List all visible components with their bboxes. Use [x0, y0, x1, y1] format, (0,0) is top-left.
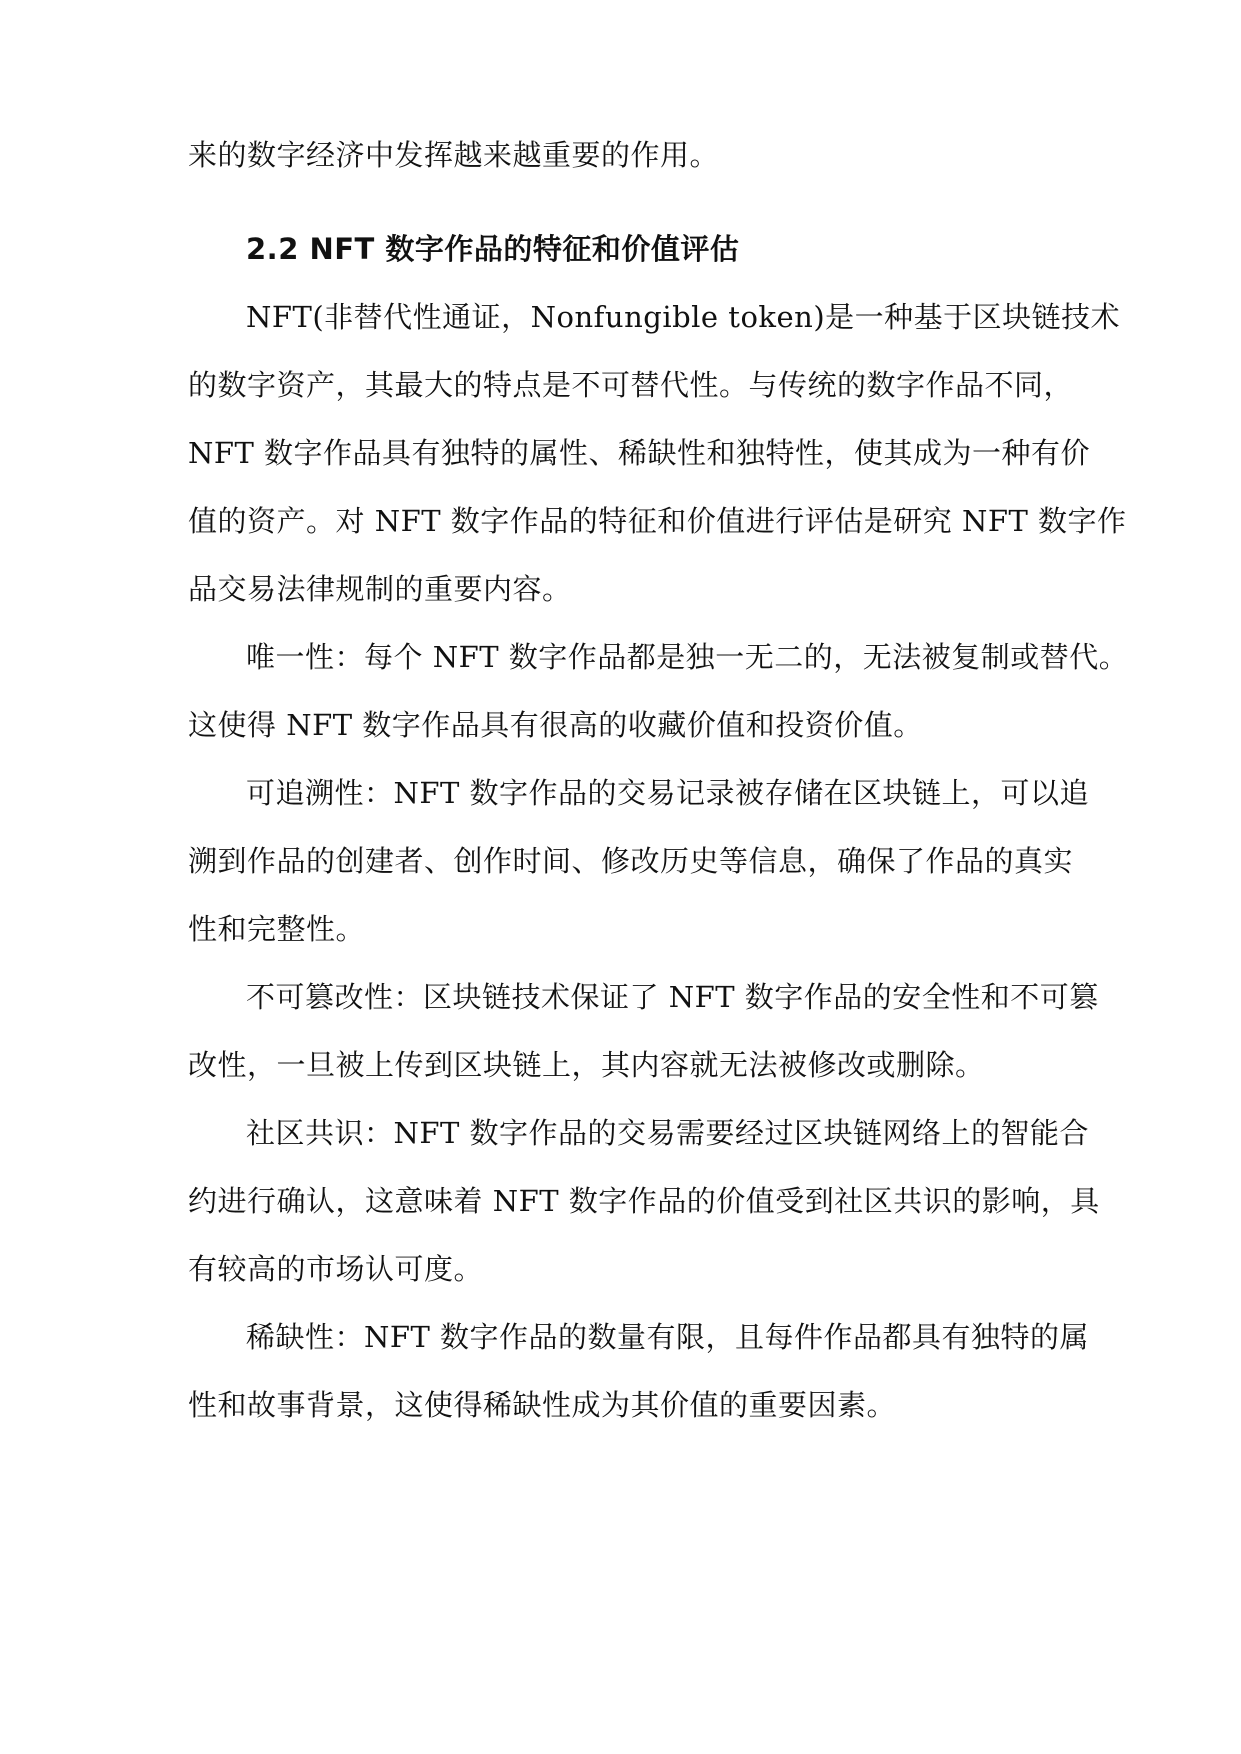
paragraph-scarcity-line-1: 稀缺性：NFT 数字作品的数量有限，且每件作品都具有独特的属: [246, 1320, 1090, 1354]
paragraph-consensus-line-2: 约进行确认，这意味着 NFT 数字作品的价值受到社区共识的影响，具: [188, 1184, 1100, 1218]
paragraph-immutability-line-2: 改性，一旦被上传到区块链上，其内容就无法被修改或删除。: [188, 1048, 985, 1082]
paragraph-consensus-line-1: 社区共识：NFT 数字作品的交易需要经过区块链网络上的智能合: [246, 1116, 1090, 1150]
paragraph-immutability-line-1: 不可篡改性：区块链技术保证了 NFT 数字作品的安全性和不可篡: [246, 980, 1099, 1014]
paragraph-traceability-line-2: 溯到作品的创建者、创作时间、修改历史等信息，确保了作品的真实: [188, 844, 1074, 878]
paragraph-nft-intro-line-3: NFT 数字作品具有独特的属性、稀缺性和独特性，使其成为一种有价: [188, 436, 1091, 470]
section-heading: 2.2 NFT 数字作品的特征和价值评估: [246, 232, 740, 266]
paragraph-traceability-line-3: 性和完整性。: [188, 912, 366, 946]
paragraph-consensus-line-3: 有较高的市场认可度。: [188, 1252, 484, 1286]
paragraph-nft-intro-line-1: NFT(非替代性通证，Nonfungible token)是一种基于区块链技术: [246, 300, 1121, 334]
paragraph-scarcity-line-2: 性和故事背景，这使得稀缺性成为其价值的重要因素。: [188, 1388, 897, 1422]
paragraph-nft-intro-line-2: 的数字资产，其最大的特点是不可替代性。与传统的数字作品不同，: [188, 368, 1074, 402]
paragraph-continuation-line: 来的数字经济中发挥越来越重要的作用。: [188, 138, 720, 172]
paragraph-nft-intro-line-5: 品交易法律规制的重要内容。: [188, 572, 572, 606]
paragraph-nft-intro-line-4: 值的资产。对 NFT 数字作品的特征和价值进行评估是研究 NFT 数字作: [188, 504, 1127, 538]
paragraph-uniqueness-line-2: 这使得 NFT 数字作品具有很高的收藏价值和投资价值。: [188, 708, 923, 742]
paragraph-traceability-line-1: 可追溯性：NFT 数字作品的交易记录被存储在区块链上，可以追: [246, 776, 1090, 810]
paragraph-uniqueness-line-1: 唯一性：每个 NFT 数字作品都是独一无二的，无法被复制或替代。: [246, 640, 1129, 674]
